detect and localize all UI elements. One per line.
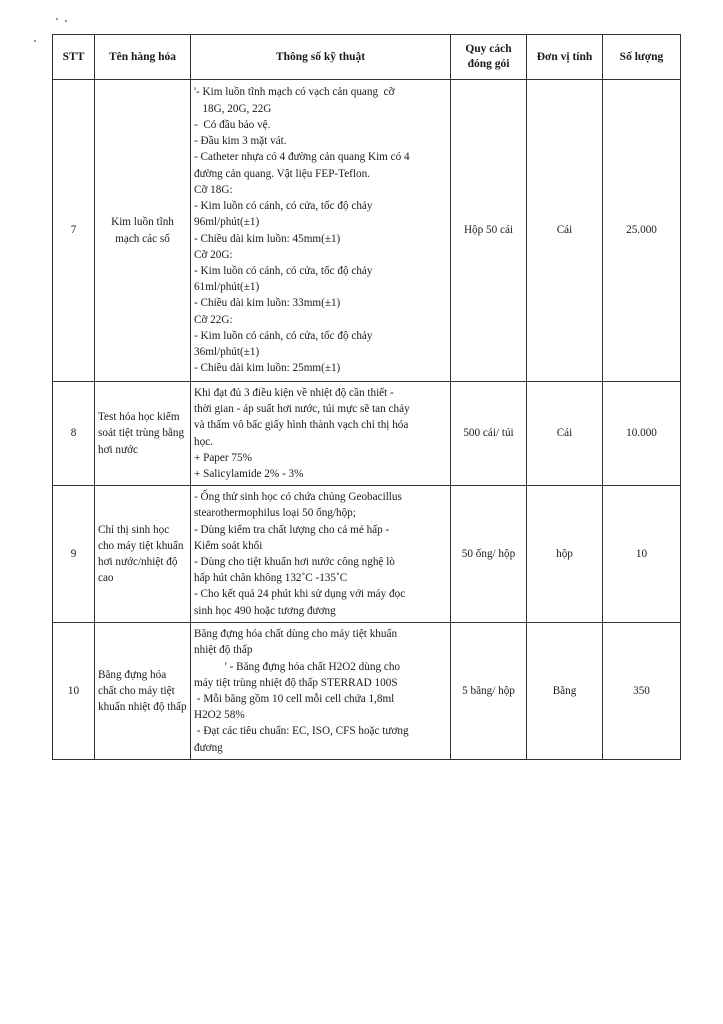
spec-line: - Catheter nhựa có 4 đường cản quang Kim có 4 (194, 151, 410, 164)
spec-line: và thấm vô bấc giấy hình thành vạch chỉ thị hóa (194, 419, 409, 432)
header-stt: STT (53, 35, 95, 80)
row-spec (191, 486, 451, 623)
header-spec: Thông số kỹ thuật (191, 35, 451, 80)
spec-line: H2O2 58% (194, 709, 245, 722)
spec-line: 18G, 20G, 22G (194, 102, 272, 115)
scan-speck (65, 20, 67, 22)
header-qty: Số lượng (603, 35, 681, 80)
row-spec (191, 623, 451, 760)
spec-line: Kiểm soát khối (194, 539, 263, 552)
spec-line: - Có đầu bảo vệ. (194, 118, 271, 131)
spec-line: - Dùng kiểm tra chất lượng cho cả mẻ hấp - (194, 523, 390, 536)
spec-line: - Kim luồn có cánh, có cửa, tốc độ chảy (194, 264, 373, 277)
spec-line: - Đầu kim 3 mặt vát. (194, 135, 287, 148)
row-stt: 7 (53, 80, 95, 382)
goods-table (52, 34, 681, 760)
row-qty: 25.000 (603, 80, 681, 382)
spec-line: đường cản quang. Vật liệu FEP-Teflon. (194, 167, 370, 180)
row-packing: Hộp 50 cái (451, 80, 527, 382)
spec-line: Khi đạt đủ 3 điều kiện về nhiệt độ cần thiết - (194, 386, 394, 399)
row-name: Băng đựng hóa chất cho máy tiệt khuẩn nhiệt độ thấp (95, 623, 191, 760)
spec-line: + Paper 75% (194, 451, 252, 464)
row-name: Kim luồn tĩnh mạch các số (95, 80, 191, 382)
spec-line: thời gian - áp suất hơi nước, túi mực sẽ tan chảy (194, 403, 410, 416)
row-qty: 10 (603, 486, 681, 623)
table-row (53, 486, 681, 623)
row-name: Test hóa học kiểm soát tiệt trùng bằng hơi nước (95, 382, 191, 486)
table-row (53, 80, 681, 382)
spec-line: 61ml/phút(±1) (194, 281, 260, 294)
spec-line: - Cho kết quả 24 phút khi sử dụng với máy đọc (194, 588, 406, 601)
spec-line: Cỡ 18G: (194, 183, 233, 196)
spec-line: 36ml/phút(±1) (194, 346, 260, 359)
row-packing: 5 băng/ hộp (451, 623, 527, 760)
row-spec (191, 382, 451, 486)
spec-line: - Đạt các tiêu chuẩn: EC, ISO, CFS hoặc tương (194, 725, 409, 738)
row-qty: 10.000 (603, 382, 681, 486)
header-name: Tên hàng hóa (95, 35, 191, 80)
spec-line: - Dùng cho tiệt khuẩn hơi nước công nghệ lò (194, 556, 395, 568)
row-packing: 500 cái/ túi (451, 382, 527, 486)
spec-line: Cỡ 22G: (194, 313, 233, 326)
spec-line: máy tiệt trùng nhiệt độ thấp STERRAD 100S (194, 676, 398, 689)
spec-line: - Mỗi băng gồm 10 cell mỗi cell chứa 1,8ml (194, 693, 395, 705)
header-packing: Quy cách đóng gói (451, 35, 527, 80)
spec-line: - Ống thử sinh học có chứa chủng Geobacillus (194, 491, 402, 504)
spec-line: '- Kim luồn tĩnh mạch có vạch cản quang cỡ (194, 86, 395, 99)
spec-line: - Chiều dài kim luồn: 33mm(±1) (194, 297, 341, 310)
row-stt: 9 (53, 486, 95, 623)
spec-line: học. (194, 435, 213, 448)
header-unit: Đơn vị tính (527, 35, 603, 80)
row-unit: Băng (527, 623, 603, 760)
spec-line: - Kim luồn có cánh, có cửa, tốc độ chảy (194, 200, 373, 213)
table-row (53, 623, 681, 760)
scan-speck (34, 40, 36, 42)
spec-line: - Kim luồn có cánh, có cửa, tốc độ chảy (194, 329, 373, 342)
spec-line: stearothermophilus loại 50 ống/hộp; (194, 507, 356, 520)
row-stt: 10 (53, 623, 95, 760)
spec-line: Cỡ 20G: (194, 248, 233, 261)
spec-line: hấp hút chân không 132˚C -135˚C (194, 572, 348, 585)
spec-line: - Chiều dài kim luồn: 25mm(±1) (194, 362, 341, 375)
table-row (53, 382, 681, 486)
row-unit: hộp (527, 486, 603, 623)
spec-line: nhiệt độ thấp (194, 644, 253, 657)
row-spec (191, 80, 451, 382)
spec-line: sinh học 490 hoặc tương đương (194, 604, 336, 617)
row-unit: Cái (527, 382, 603, 486)
spec-line: 96ml/phút(±1) (194, 216, 260, 229)
row-stt: 8 (53, 382, 95, 486)
spec-line: - Chiều dài kim luồn: 45mm(±1) (194, 232, 341, 245)
spec-line: ' - Băng đựng hóa chất H2O2 dùng cho (194, 660, 401, 673)
row-qty: 350 (603, 623, 681, 760)
table-header-row (53, 35, 681, 80)
spec-line: Băng đựng hóa chất dùng cho máy tiệt khuẩn (194, 628, 398, 641)
row-name: Chỉ thị sinh học cho máy tiệt khuẩn hơi nước/nhiệt độ cao (95, 486, 191, 623)
row-unit: Cái (527, 80, 603, 382)
scan-speck (56, 18, 58, 20)
row-packing: 50 ống/ hộp (451, 486, 527, 623)
spec-line: + Salicylamide 2% - 3% (194, 467, 304, 480)
spec-line: đương (194, 741, 223, 754)
